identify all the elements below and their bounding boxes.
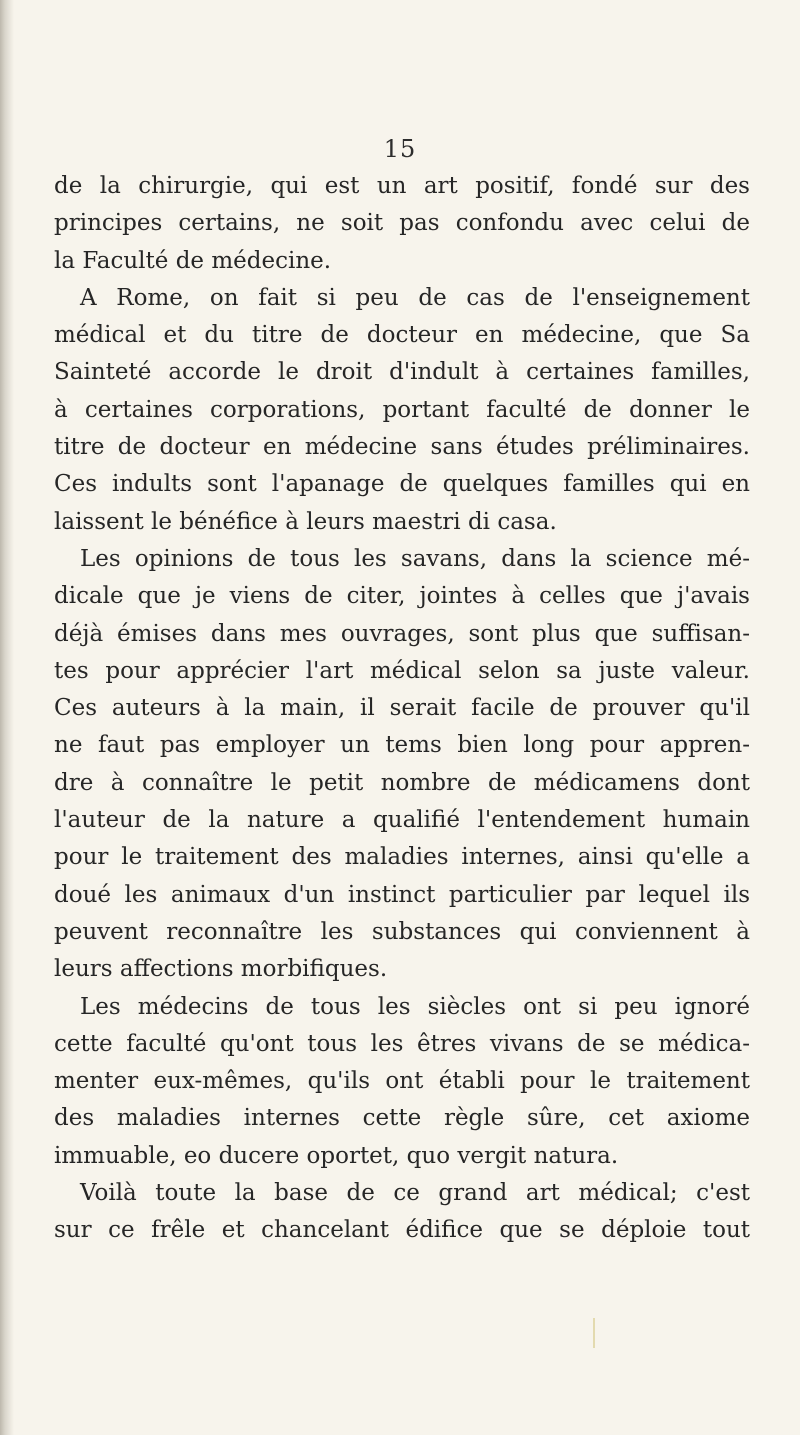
text-line: Les médecins de tous les siècles ont si peu ignoré [80,993,750,1020]
page-gutter-shadow [0,0,14,1435]
text-line: menter eux-mêmes, qu'ils ont établi pour le traitement [54,1068,750,1095]
text-line: leurs affections morbifiques. [54,956,388,983]
text-line: déjà émises dans mes ouvrages, sont plus que suffisan- [54,620,750,647]
text-line: médical et du titre de docteur en médecine, que Sa [54,322,750,349]
text-line: dre à connaître le petit nombre de médicamens dont [54,769,750,796]
text-line: à certaines corporations, portant faculté de donner le [54,396,750,423]
text-line: dicale que je viens de citer, jointes à celles que j'avais [54,583,750,610]
page-number: 15 [383,135,417,163]
text-line: ne faut pas employer un tems bien long pour appren- [54,732,750,759]
text-line: titre de docteur en médecine sans études préliminaires. [54,434,750,461]
page-body-text [54,168,750,1250]
text-line: immuable, eo ducere oportet, quo vergit natura. [54,1142,619,1169]
text-line: tes pour apprécier l'art médical selon sa juste valeur. [54,657,750,684]
text-line: principes certains, ne soit pas confondu avec celui de [54,210,750,237]
text-line: l'auteur de la nature a qualifié l'entendement humain [54,807,750,834]
text-line: la Faculté de médecine. [54,247,332,274]
text-line: doué les animaux d'un instinct particulier par lequel ils [54,881,750,908]
text-line: cette faculté qu'ont tous les êtres vivans de se médica- [54,1030,750,1057]
text-line: de la chirurgie, qui est un art positif, fondé sur des [54,173,750,199]
text-line: Voilà toute la base de ce grand art médical; c'est [80,1180,750,1207]
text-line: Les opinions de tous les savans, dans la science mé- [80,545,750,572]
text-line: peuvent reconnaître les substances qui conviennent à [54,918,750,945]
text-line: pour le traitement des maladies internes, ainsi qu'elle a [54,844,750,871]
text-line: laissent le bénéfice à leurs maestri di casa. [54,508,557,535]
text-line: A Rome, on fait si peu de cas de l'enseignement [80,284,750,311]
text-line: Ces auteurs à la main, il serait facile de prouver qu'il [54,695,750,722]
text-line: Sainteté accorde le droit d'indult à certaines familles, [54,359,750,386]
ink-mark [593,1318,595,1348]
text-line: des maladies internes cette règle sûre, cet axiome [54,1105,750,1132]
text-line: sur ce frêle et chancelant édifice que se déploie tout [54,1217,750,1244]
text-line: Ces indults sont l'apanage de quelques familles qui en [54,471,750,498]
